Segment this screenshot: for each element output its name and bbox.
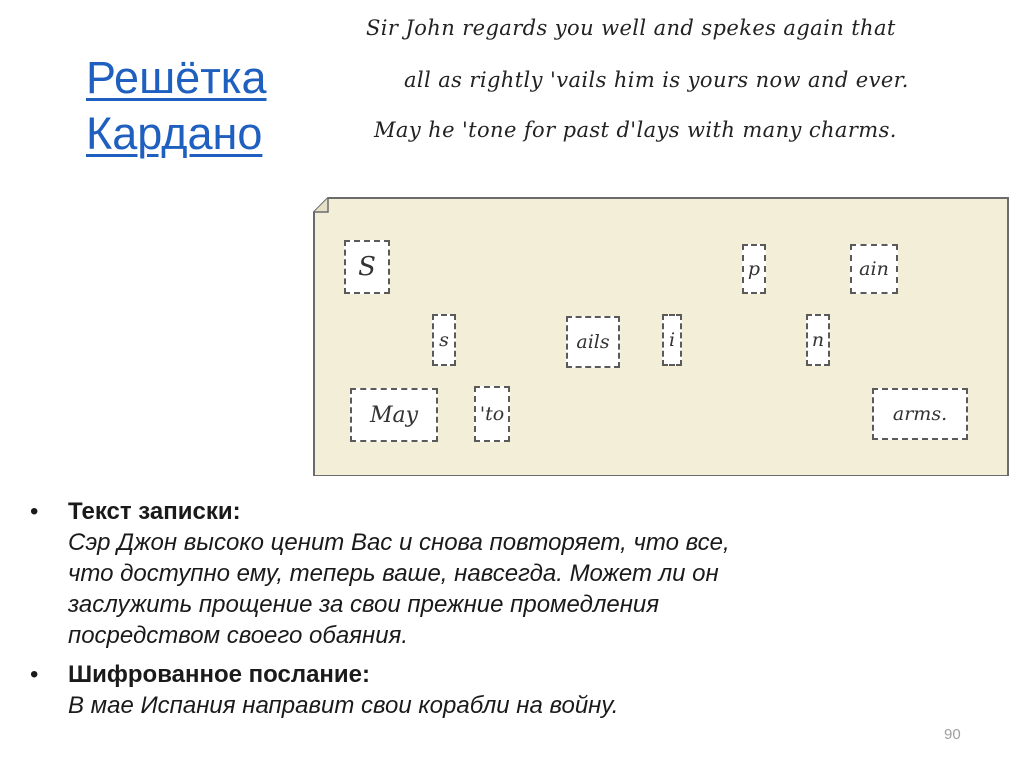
bullet-note-text — [30, 496, 930, 651]
bullet-heading: Текст записки: — [68, 498, 241, 525]
handwritten-note — [360, 4, 1000, 164]
grille-window: S — [344, 240, 390, 294]
grille-window: p — [742, 244, 766, 294]
grille-window: ails — [566, 316, 620, 368]
note-line-2: all as rightly 'vails him is yours now and ever. — [404, 68, 909, 92]
note-line-3: May he 'tone for past d'lays with many charms. — [374, 118, 897, 142]
bullet-body-line: заслужить прощение за свои прежние промедления — [68, 591, 660, 618]
grille-window: May — [350, 388, 438, 442]
bullet-heading: Шифрованное послание: — [68, 661, 371, 688]
bullet-cipher-message — [30, 659, 930, 721]
grille-window: arms. — [872, 388, 968, 440]
grille-window: n — [806, 314, 830, 366]
title-line-1: Решётка — [86, 52, 267, 103]
bullet-body-line: что доступно ему, теперь ваше, навсегда. Может ли он — [68, 560, 719, 587]
bullet-marker: • — [30, 661, 39, 688]
bullet-body-line: Сэр Джон высоко ценит Вас и снова повторяет, что все, — [68, 529, 730, 556]
grille-window: i — [662, 314, 682, 366]
bullet-body-line: посредством своего обаяния. — [68, 622, 409, 649]
bullet-body-line: В мае Испания направит свои корабли на войну. — [68, 692, 619, 719]
grille-window: ain — [850, 244, 898, 294]
note-line-1: Sir John regards you well and spekes again that — [366, 16, 896, 40]
cardano-grille — [312, 196, 1010, 476]
slide-title-link[interactable] — [86, 50, 267, 162]
grille-window: 'to — [474, 386, 510, 442]
grille-window: s — [432, 314, 456, 366]
bullet-marker: • — [30, 498, 39, 525]
page-number: 90 — [944, 726, 961, 743]
bullet-list — [30, 496, 930, 729]
title-line-2: Кардано — [86, 107, 263, 159]
